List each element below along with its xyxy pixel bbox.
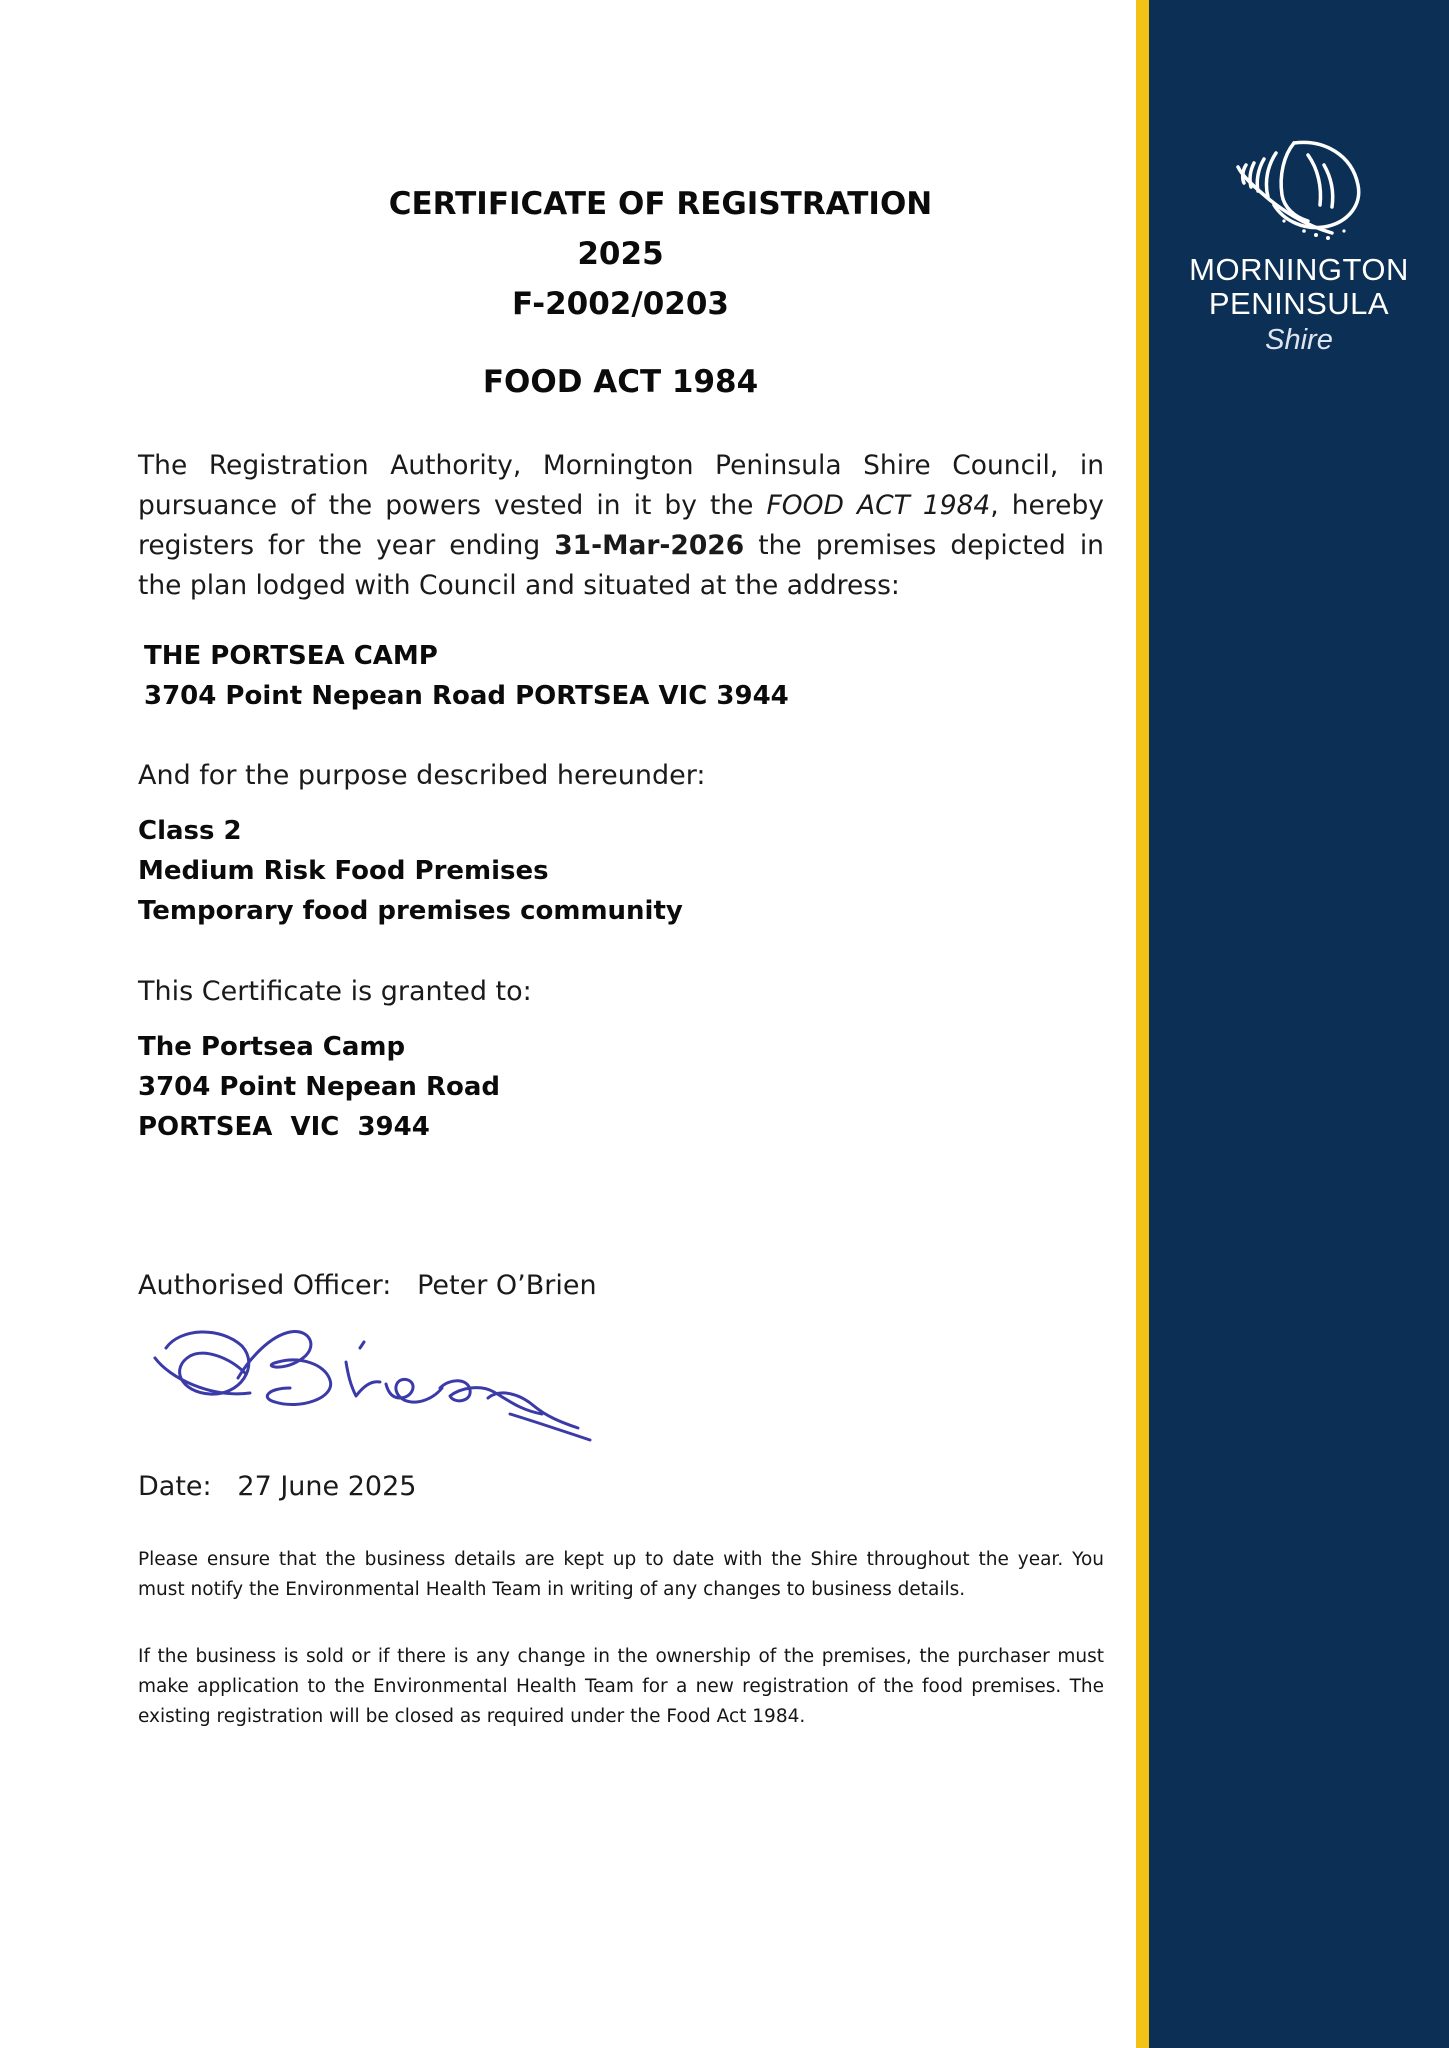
date-line	[138, 1467, 1098, 1507]
intro-act-italic: FOOD ACT 1984	[766, 490, 991, 521]
granted-intro: This Certificate is granted to:	[138, 976, 532, 1007]
officer-name: Peter O’Brien	[417, 1270, 597, 1301]
intro-end-date: 31-Mar-2026	[554, 530, 745, 561]
premises-address-block	[144, 636, 1104, 716]
authorised-officer-line	[138, 1266, 1098, 1306]
purpose-intro: And for the purpose described hereunder:	[138, 760, 706, 791]
certificate-title: CERTIFICATE OF REGISTRATION	[388, 186, 933, 222]
intro-text-2: , hereby registers for the year ending	[138, 490, 1104, 561]
intro-text-3: the premises depicted in the plan lodged with Council and situated at the address:	[138, 530, 1104, 601]
registration-year: 2025	[577, 236, 664, 272]
logo-text-mornington: MORNINGTON	[1189, 252, 1409, 287]
premises-address: 3704 Point Nepean Road PORTSEA VIC 3944	[144, 681, 789, 711]
premises-class: Class 2	[138, 816, 242, 846]
purpose-block	[138, 811, 1098, 931]
premises-type: Temporary food premises community	[138, 896, 683, 926]
officer-label: Authorised Officer:	[138, 1270, 392, 1301]
notice-paragraph-2: If the business is sold or if there is any change in the ownership of the premises, the purchaser must make application to the Environmental Health Team for a new registration of the food premises. The existing registration will be closed as required under the Food Act 1984.	[138, 1646, 1104, 1727]
shell-logo-icon	[1224, 135, 1374, 245]
intro-paragraph	[138, 446, 1104, 606]
grantee-locality: PORTSEA VIC 3944	[138, 1112, 430, 1142]
premises-name: THE PORTSEA CAMP	[144, 641, 438, 671]
grantee-block	[138, 1027, 1098, 1147]
shire-logo	[1149, 135, 1449, 359]
grantee-street: 3704 Point Nepean Road	[138, 1072, 501, 1102]
grantee-name: The Portsea Camp	[138, 1032, 406, 1062]
act-heading: FOOD ACT 1984	[482, 364, 759, 400]
date-label: Date:	[138, 1471, 212, 1502]
intro-text-1: The Registration Authority, Mornington Peninsula Shire Council, in pursuance of the powers vested in it by the	[138, 450, 1104, 521]
logo-text-shire: Shire	[1265, 324, 1333, 356]
brand-sidebar	[1149, 0, 1449, 2048]
officer-signature	[150, 1318, 600, 1448]
registration-number: F-2002/0203	[512, 286, 729, 322]
logo-text-peninsula: PENINSULA	[1208, 286, 1390, 321]
date-value: 27 June 2025	[237, 1471, 417, 1502]
premises-risk: Medium Risk Food Premises	[138, 856, 549, 886]
gold-stripe	[1136, 0, 1149, 2048]
notice-paragraph-1: Please ensure that the business details are kept up to date with the Shire throughout the year. You must notify the Environmental Health Team in writing of any changes to business details.	[138, 1549, 1104, 1600]
